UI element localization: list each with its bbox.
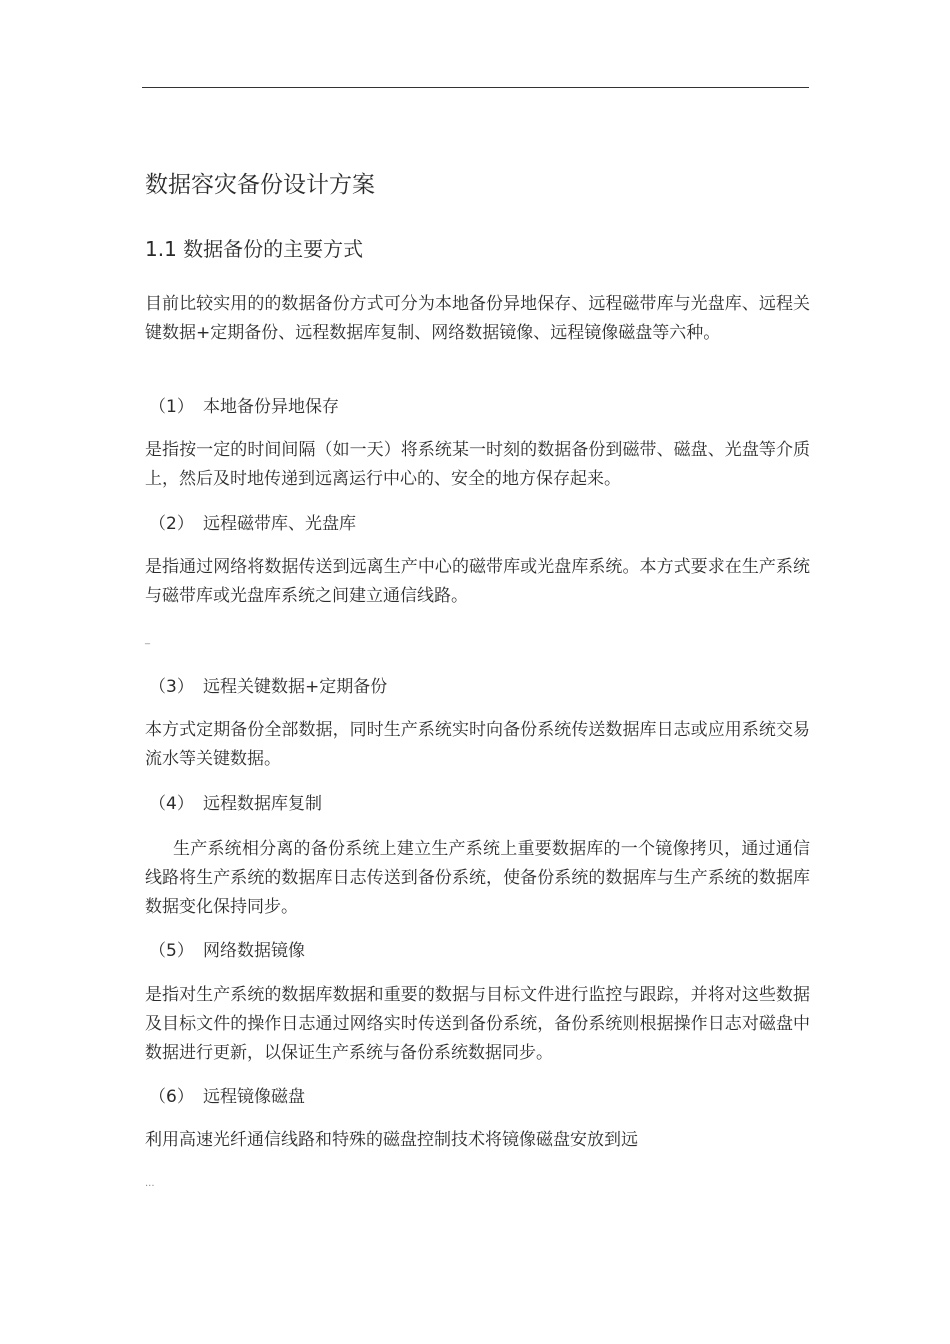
item-paragraph-6: 利用高速光纤通信线路和特殊的磁盘控制技术将镜像磁盘安放到远 xyxy=(145,1130,638,1150)
item-heading-3 xyxy=(145,674,810,700)
item-heading-2 xyxy=(145,511,810,537)
item-number: （2） xyxy=(149,514,194,534)
item-title: 远程关键数据+定期备份 xyxy=(203,677,388,697)
item-paragraph-3: 本方式定期备份全部数据，同时生产系统实时向备份系统传送数据库日志或应用系统交易流水等关键数据。 xyxy=(145,720,810,769)
item-number: （1） xyxy=(149,397,194,417)
item-number: （6） xyxy=(149,1087,194,1107)
item-paragraph-2: 是指通过网络将数据传送到远离生产中心的磁带库或光盘库系统。本方式要求在生产系统与磁带库或光盘库系统之间建立通信线路。 xyxy=(145,557,810,606)
item-number: （5） xyxy=(149,941,194,961)
item-title: 远程镜像磁盘 xyxy=(203,1087,305,1107)
item-heading-6 xyxy=(145,1084,810,1110)
item-paragraph-1: 是指按一定的时间间隔（如一天）将系统某一时刻的数据备份到磁带、磁盘、光盘等介质上，然后及时地传递到远离运行中心的、安全的地方保存起来。 xyxy=(145,440,810,489)
intro-paragraph: 目前比较实用的的数据备份方式可分为本地备份异地保存、远程磁带库与光盘库、远程关键数据+定期备份、远程数据库复制、网络数据镜像、远程镜像磁盘等六种。 xyxy=(145,294,810,343)
item-heading-4 xyxy=(145,791,810,817)
item-number: （3） xyxy=(149,677,194,697)
item-title: 本地备份异地保存 xyxy=(203,397,339,417)
section-heading: 1.1 数据备份的主要方式 xyxy=(145,237,364,261)
item-number: （4） xyxy=(149,794,194,814)
page-mark: ... xyxy=(145,1178,155,1189)
item-title: 网络数据镜像 xyxy=(203,941,305,961)
item-title: 远程数据库复制 xyxy=(203,794,322,814)
document-title: 数据容灾备份设计方案 xyxy=(145,172,375,198)
item-heading-5 xyxy=(145,938,810,964)
item-paragraph-5: 是指对生产系统的数据库数据和重要的数据与目标文件进行监控与跟踪，并将对这些数据及目标文件的操作日志通过网络实时传送到备份系统，备份系统则根据操作日志对磁盘中数据进行更新，以保证生产系统与备份系统数据同步。 xyxy=(145,985,810,1063)
item-heading-1 xyxy=(145,394,810,420)
item-title: 远程磁带库、光盘库 xyxy=(203,514,356,534)
header-rule xyxy=(142,87,809,88)
page-mark: _ xyxy=(145,634,150,645)
item-paragraph-4: 生产系统相分离的备份系统上建立生产系统上重要数据库的一个镜像拷贝，通过通信线路将生产系统的数据库日志传送到备份系统，使备份系统的数据库与生产系统的数据库数据变化保持同步。 xyxy=(145,839,810,917)
